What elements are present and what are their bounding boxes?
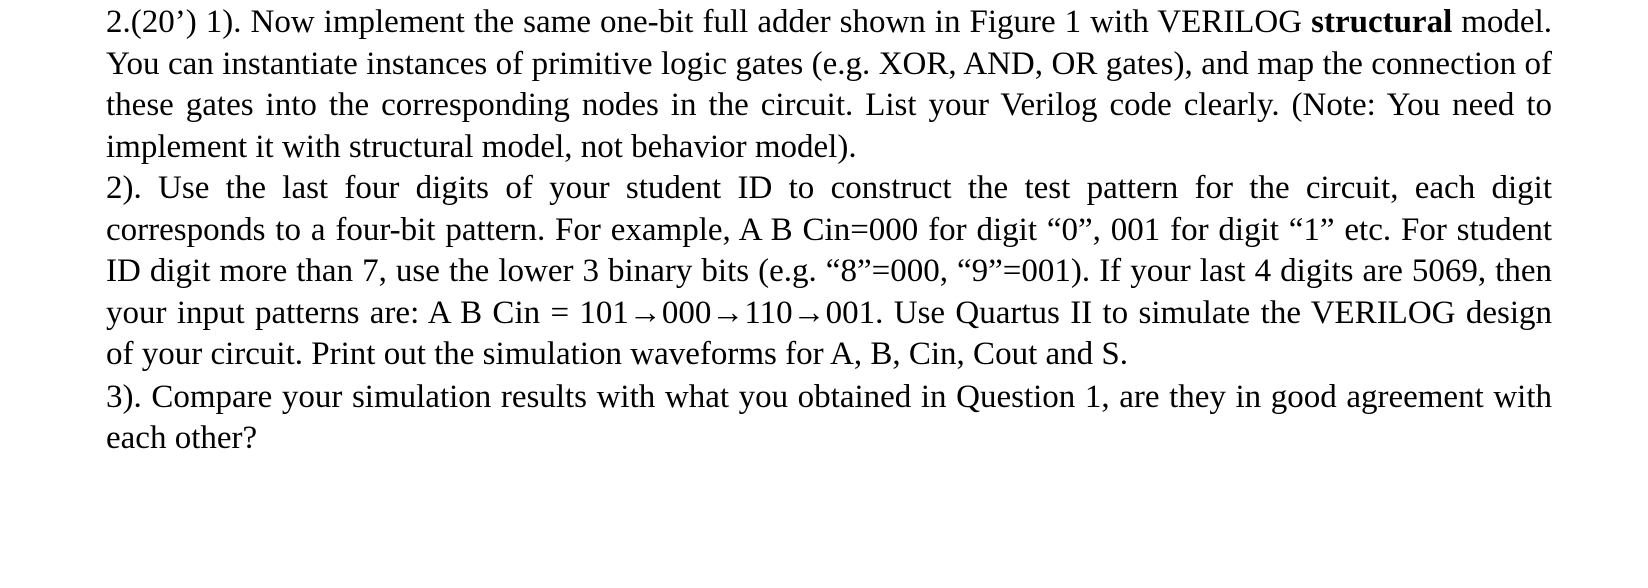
- question-part-1: [106, 2, 1552, 168]
- part-1-suffix-text: model. You can instantiate instances of primitive logic gates (e.g. XOR, AND, OR gates), and map the connection of these gates into the corresponding nodes in the circuit. List your Verilog code clearly. (Note: You need to implement it with structural model, not behavior model).: [106, 4, 1553, 165]
- question-part-3: 3). Compare your simulation results with what you obtained in Question 1, are they in good agreement with each other?: [106, 378, 1552, 456]
- structural-bold-word: structural: [1311, 4, 1453, 40]
- question-part-2: 2). Use the last four digits of your student ID to construct the test pattern for the circuit, each digit corresponds to a four-bit pattern. For example, A B Cin=000 for digit “0”, 001 for digit “1” etc. For student ID digit more than 7, use the lower 3 binary bits (e.g. “8”=000, “9”=001). If your last 4 digits are 5069, then your input patterns are: A B Cin = 101→000→110→001. Use Quartus II to simulate the VERILOG design of your circuit. Print out the simulation waveforms for A, B, Cin, Cout and S.: [106, 170, 1552, 372]
- document-body: [106, 2, 1552, 460]
- part-1-prefix-text: 2.(20’) 1). Now implement the same one-bit full adder shown in Figure 1 with VERILOG: [106, 4, 1312, 40]
